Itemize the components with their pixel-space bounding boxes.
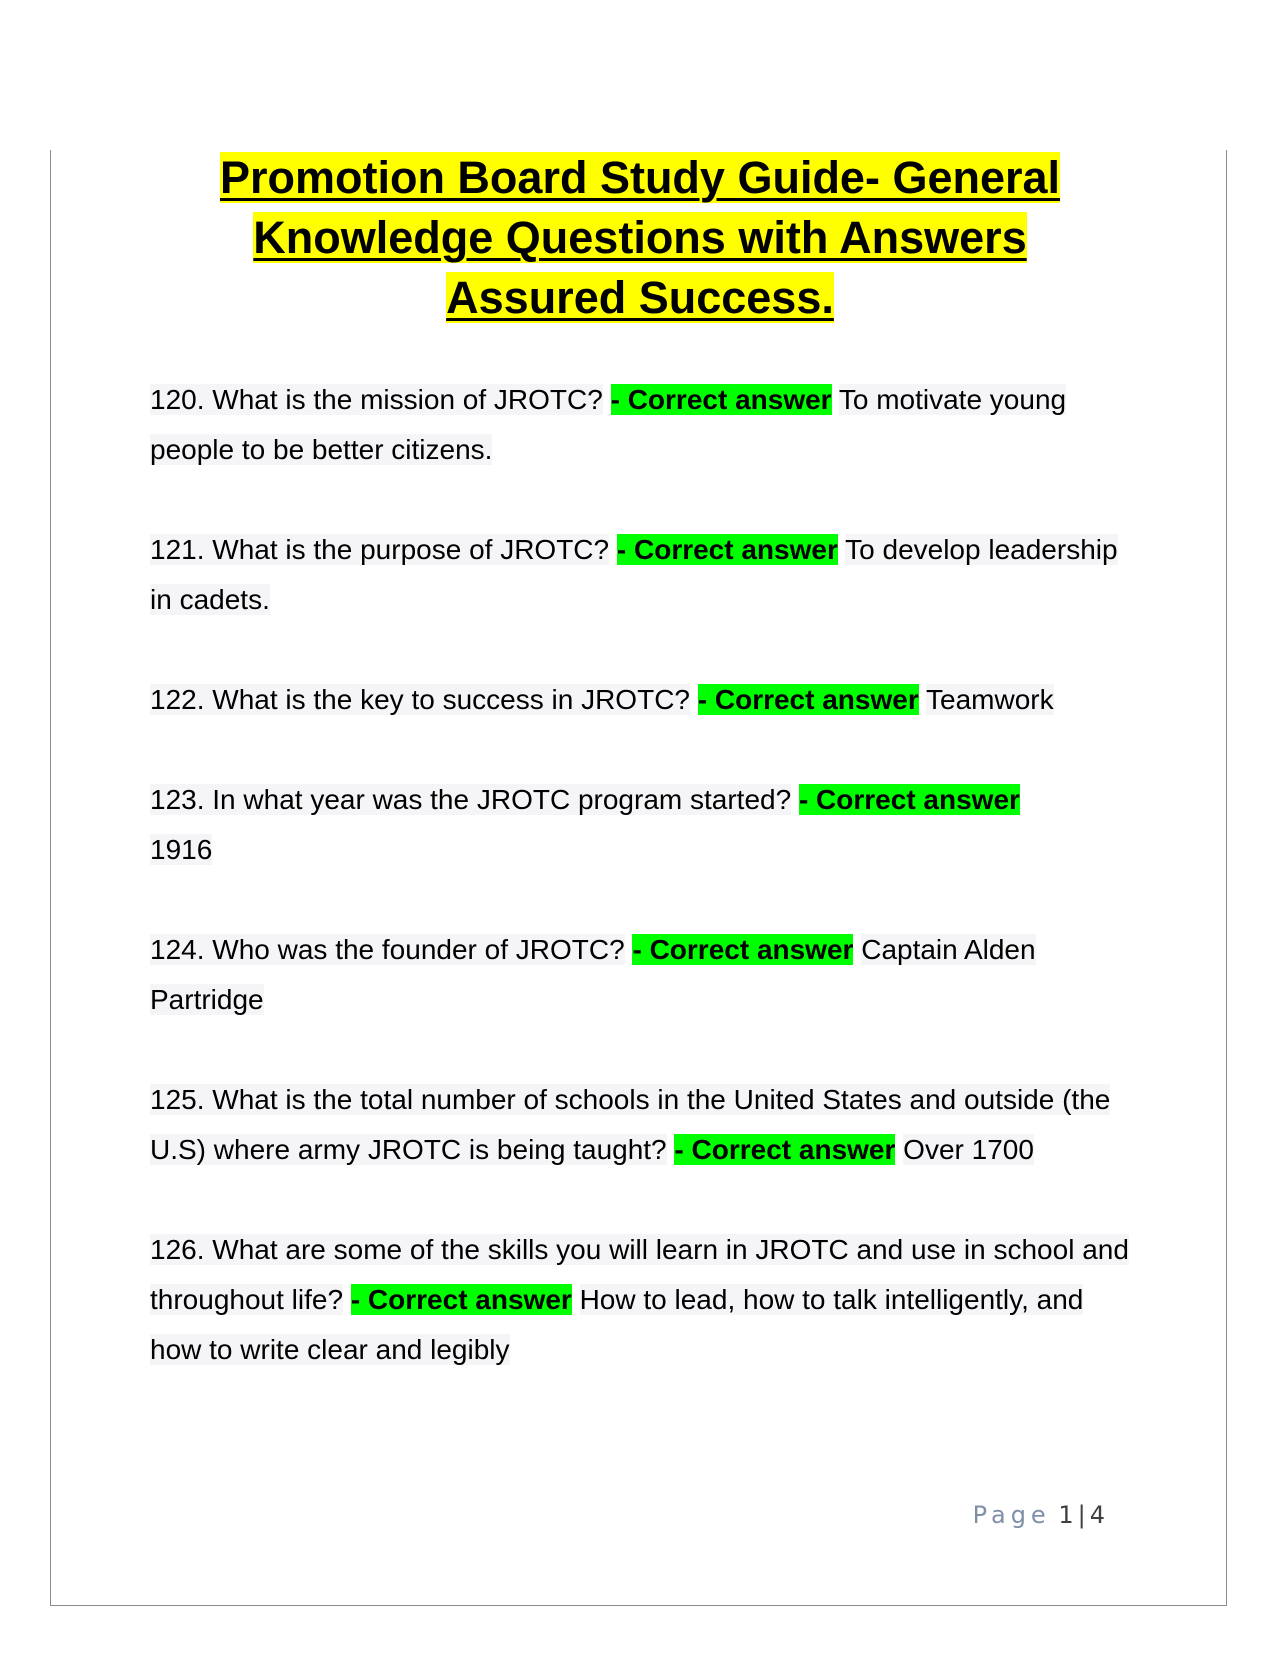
page-separator: | [1077,1501,1086,1529]
title-line-3: Assured Success. [446,272,834,323]
correct-answer-label: - Correct answer [674,1134,896,1165]
qa-item-125 [150,1075,1140,1175]
correct-answer-label: - Correct answer [610,384,832,415]
page-footer [973,1500,1105,1530]
title-line-1: Promotion Board Study Guide- General [219,152,1061,203]
question-list [150,375,1140,1425]
question-text: 123. In what year was the JROTC program started? [150,784,792,815]
answer-text: Teamwork [926,684,1054,715]
correct-answer-label: - Correct answer [632,934,854,965]
answer-text: To motivate young people to be better citizens. [150,384,1067,465]
title-line-2: Knowledge Questions with Answers [253,212,1027,263]
total-pages-number: 4 [1089,1501,1105,1529]
correct-answer-label: - Correct answer [697,684,919,715]
correct-answer-label: - Correct answer [798,784,1020,815]
correct-answer-label: - Correct answer [350,1284,572,1315]
answer-text: How to lead, how to talk intelligently, and how to write clear and legibly [150,1284,1084,1365]
qa-item-122 [150,675,1140,725]
qa-item-120 [150,375,1140,475]
qa-item-121 [150,525,1140,625]
page-word: Page [972,1501,1051,1529]
qa-item-126 [150,1225,1140,1375]
current-page-number: 1 [1058,1501,1074,1529]
answer-text: Captain Alden Partridge [150,934,1036,1015]
question-text: 124. Who was the founder of JROTC? [150,934,625,965]
question-text: 120. What is the mission of JROTC? [150,384,603,415]
answer-text: To develop leadership in cadets. [150,534,1118,615]
question-text: 122. What is the key to success in JROTC? [150,684,690,715]
answer-text: Over 1700 [903,1134,1034,1165]
question-text: 126. What are some of the skills you will learn in JROTC and use in school and throughout life? [150,1234,1129,1315]
document-title [150,148,1130,328]
correct-answer-label: - Correct answer [616,534,838,565]
question-text: 125. What is the total number of schools in the United States and outside (the U.S) where army JROTC is being taught? [150,1084,1111,1165]
answer-text: 1916 [150,834,213,865]
qa-item-123 [150,775,1140,875]
question-text: 121. What is the purpose of JROTC? [150,534,610,565]
qa-item-124 [150,925,1140,1025]
